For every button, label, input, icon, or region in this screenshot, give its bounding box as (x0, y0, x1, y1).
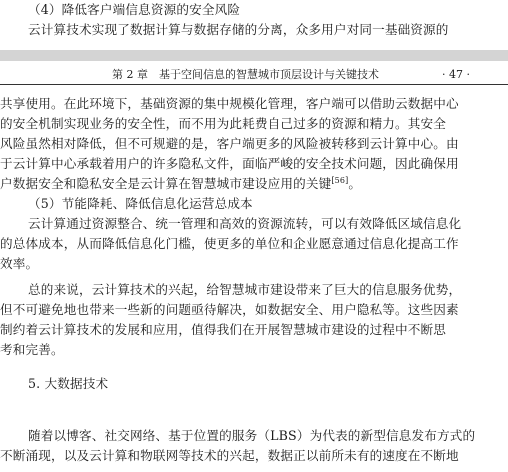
citation-ref: [56] (331, 176, 349, 185)
paragraph-line: 云计算技术实现了数据计算与数据存储的分离，众多用户对同一基础资源的 (28, 22, 449, 37)
running-header (0, 66, 508, 85)
paragraph-line (0, 174, 508, 194)
paragraph-text: 。 (348, 176, 362, 191)
paragraph-line: 的安全机制实现业务的安全性，而不用为此耗费自己过多的资源和精力。其安全 (0, 116, 447, 131)
paragraph-line: 共享使用。在此环境下，基础资源的集中规模化管理，客户端可以借助云数据中心 (0, 96, 459, 111)
paragraph-line: 风险虽然相对降低，但不可规避的是，客户端更多的风险被转移到云计算中心。由 (0, 136, 459, 151)
paragraph-line: 总的来说，云计算技术的兴起，给智慧城市建设带来了巨大的信息服务优势， (28, 282, 462, 297)
paragraph-line: 效率。 (0, 256, 39, 271)
page-separator (0, 50, 508, 61)
paragraph-line: 不断涌现，以及云计算和物联网等技术的兴起，数据正以前所未有的速度在不断地 (0, 448, 459, 463)
paragraph-line: 考和完善。 (0, 342, 64, 357)
chapter-title: 第 2 章 基于空间信息的智慧城市顶层设计与关键技术 (112, 68, 379, 81)
subheading-4: （4）降低客户端信息资源的安全风险 (28, 2, 241, 17)
page-number: · 47 · (442, 68, 470, 81)
subheading-5: （5）节能降耗、降低信息化运营总成本 (28, 196, 253, 211)
section-heading: 5. 大数据技术 (28, 376, 109, 391)
paragraph-text: 户数据安全和隐私安全是云计算在智慧城市建设应用的关键 (0, 176, 332, 191)
paragraph-line: 制约着云计算技术的发展和应用，值得我们在开展智慧城市建设的过程中不断思 (0, 322, 447, 337)
paragraph-line: 但不可避免地也带来一些新的问题亟待解决，如数据安全、用户隐私等。这些因素 (0, 302, 459, 317)
paragraph-line: 于云计算中心承载着用户的许多隐私文件，面临严峻的安全技术问题，因此确保用 (0, 156, 459, 171)
paragraph-line: 云计算通过资源整合、统一管理和高效的资源流转，可以有效降低区域信息化 (28, 216, 462, 231)
paragraph-line: 的总体成本，从而降低信息化门槛，使更多的单位和企业愿意通过信息化提高工作 (0, 236, 459, 251)
paragraph-line: 随着以博客、社交网络、基于位置的服务（LBS）为代表的新型信息发布方式的 (28, 428, 476, 443)
